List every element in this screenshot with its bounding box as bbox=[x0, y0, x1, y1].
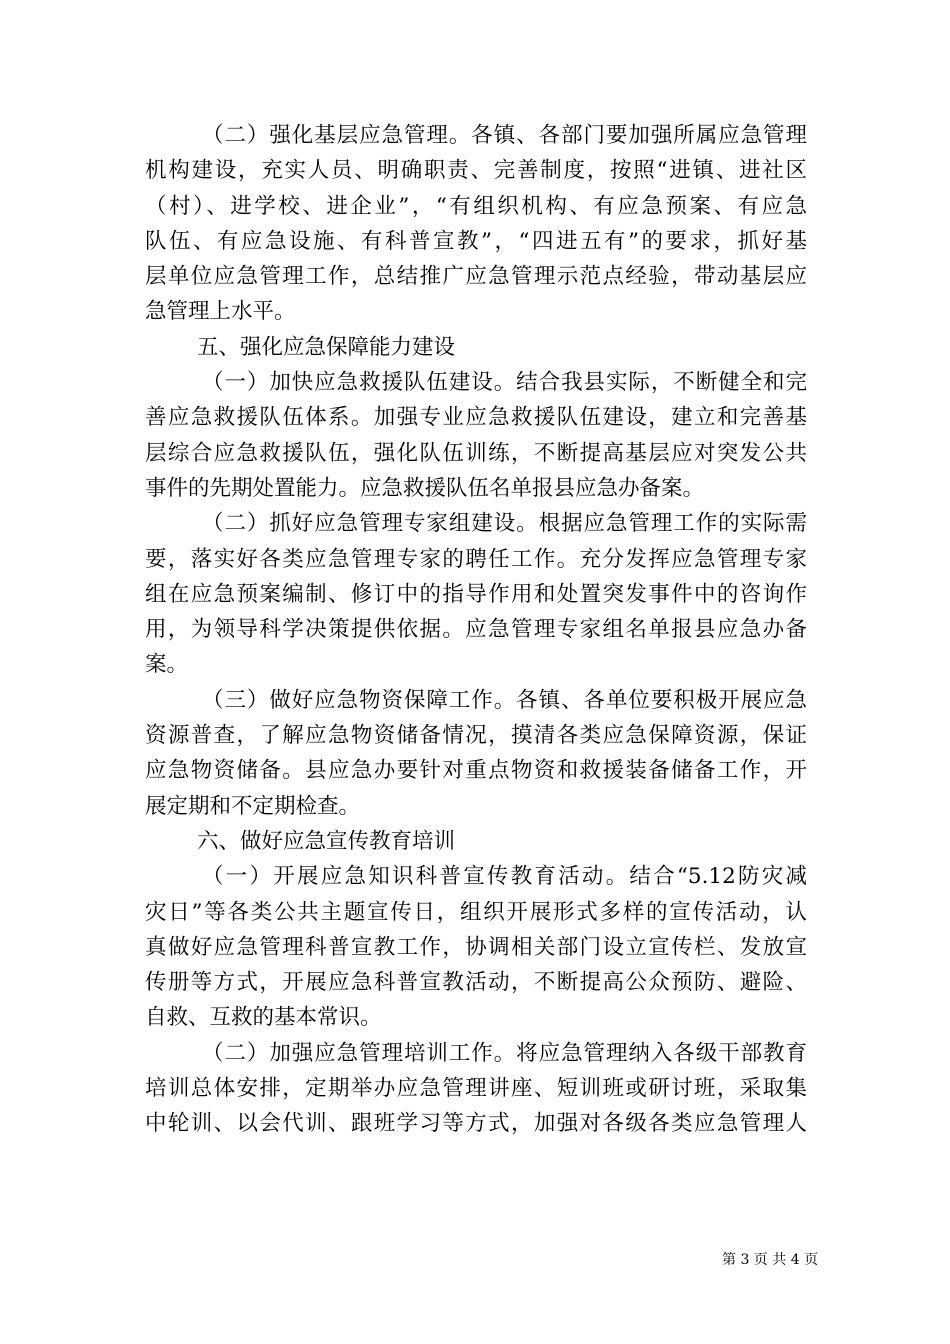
text-line: 真做好应急管理科普宣教工作，协调相关部门设立宣传栏、发放宣 bbox=[145, 934, 807, 960]
text-line: 善应急救援队伍体系。加强专业应急救援队伍建设，建立和完善基 bbox=[145, 405, 807, 431]
text-line: 资源普查，了解应急物资储备情况，摸清各类应急保障资源，保证 bbox=[145, 723, 807, 749]
text-line: 展定期和不定期检查。 bbox=[145, 793, 361, 819]
text-line: 事件的先期处置能力。应急救援队伍名单报县应急办备案。 bbox=[145, 475, 705, 501]
text-line: （一）加快应急救援队伍建设。结合我县实际，不断健全和完 bbox=[202, 370, 807, 396]
text-line: 急管理上水平。 bbox=[145, 299, 296, 325]
text-line: （二）加强应急管理培训工作。将应急管理纳入各级干部教育 bbox=[202, 1040, 807, 1066]
text-line: （二）强化基层应急管理。各镇、各部门要加强所属应急管理 bbox=[202, 123, 807, 148]
page-number: 第 3 页 共 4 页 bbox=[722, 1252, 819, 1268]
text-line: 培训总体安排，定期举办应急管理讲座、短训班或研讨班，采取集 bbox=[145, 1076, 807, 1102]
section-heading: 六、做好应急宣传教育培训 bbox=[197, 828, 456, 854]
text-line: 中轮训、以会代训、跟班学习等方式，加强对各级各类应急管理人 bbox=[145, 1111, 807, 1137]
text-line: 案。 bbox=[145, 652, 189, 678]
text-line: 层单位应急管理工作，总结推广应急管理示范点经验，带动基层应 bbox=[145, 264, 807, 290]
text-line: 组在应急预案编制、修订中的指导作用和处置突发事件中的咨询作 bbox=[145, 581, 807, 607]
text-line: （二）抓好应急管理专家组建设。根据应急管理工作的实际需 bbox=[202, 511, 807, 537]
text-line: 要，落实好各类应急管理专家的聘任工作。充分发挥应急管理专家 bbox=[145, 546, 807, 572]
text-line: 用，为领导科学决策提供依据。应急管理专家组名单报县应急办备 bbox=[145, 617, 807, 643]
text-line: 层综合应急救援队伍，强化队伍训练，不断提高基层应对突发公共 bbox=[145, 440, 807, 466]
text-line: 自救、互救的基本常识。 bbox=[145, 1005, 382, 1031]
text-line: （三）做好应急物资保障工作。各镇、各单位要积极开展应急 bbox=[202, 687, 807, 713]
text-line: 传册等方式，开展应急科普宣教活动，不断提高公众预防、避险、 bbox=[145, 970, 807, 996]
section-heading: 五、强化应急保障能力建设 bbox=[197, 334, 456, 360]
text-line: （一）开展应急知识科普宣传教育活动。结合“5.12防灾减 bbox=[202, 864, 807, 890]
text-line: 队伍、有应急设施、有科普宣教”，“四进五有”的要求，抓好基 bbox=[145, 228, 807, 254]
text-line: 灾日”等各类公共主题宣传日，组织开展形式多样的宣传活动，认 bbox=[145, 899, 807, 925]
text-line: 应急物资储备。县应急办要针对重点物资和救援装备储备工作，开 bbox=[145, 758, 807, 784]
text-line: 机构建设，充实人员、明确职责、完善制度，按照“进镇、进社区 bbox=[145, 158, 807, 184]
body-text bbox=[145, 118, 807, 1142]
text-line: （村）、进学校、进企业”，“有组织机构、有应急预案、有应急 bbox=[145, 193, 807, 219]
